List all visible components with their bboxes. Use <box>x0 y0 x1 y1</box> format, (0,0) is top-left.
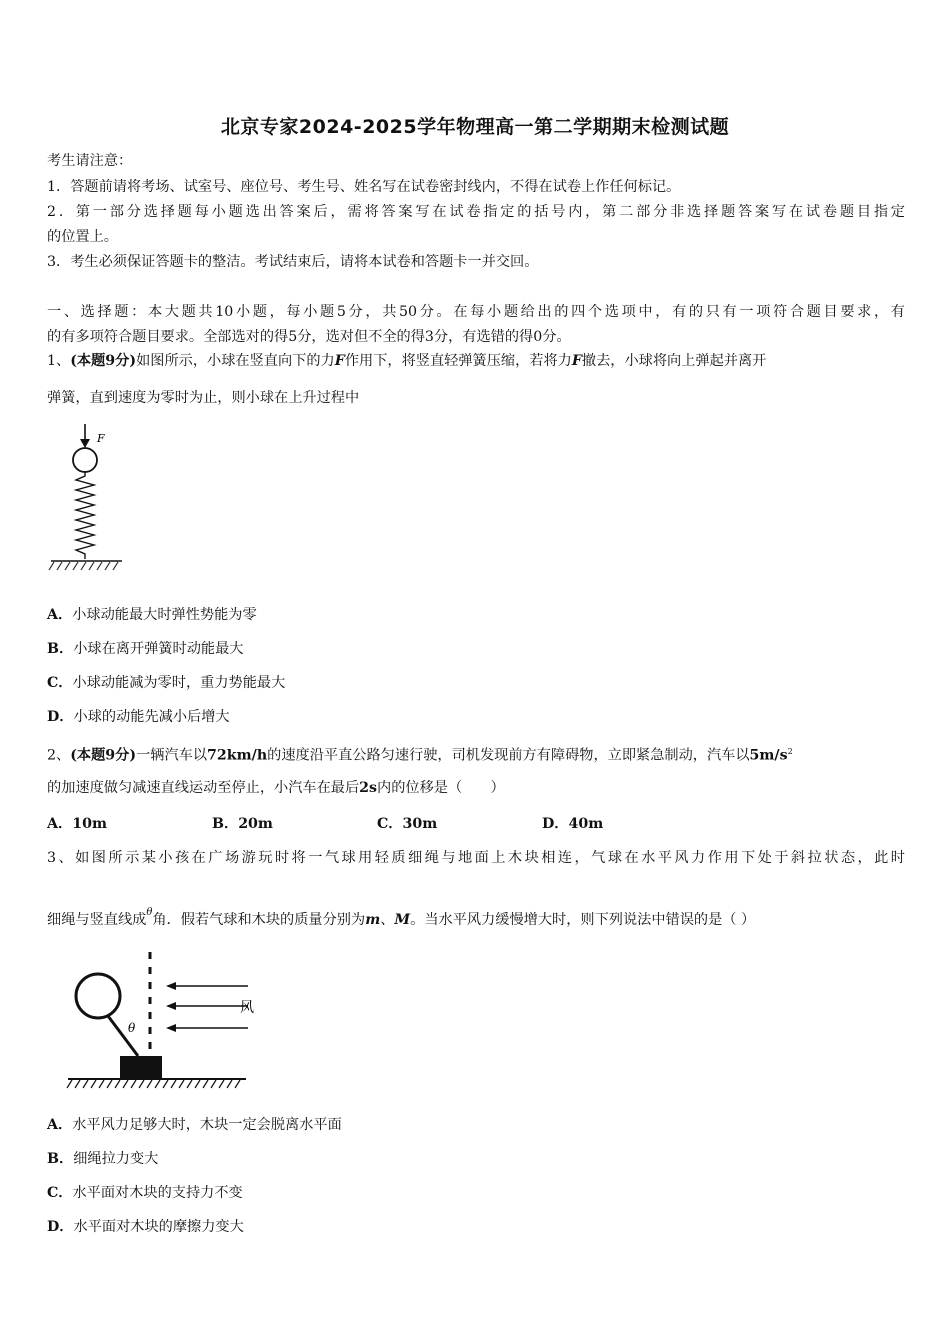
q3-stem-line1 <box>47 849 905 867</box>
q1-option-b-text: 小球在离开弹簧时动能最大 <box>73 641 244 657</box>
q2-time: 2s <box>359 780 377 796</box>
q3-text-1: 如图所示某小孩在广场游玩时将一气球用轻质细绳与地面上木块相连，气球在水平风力作用下处于斜拉状态，此时 <box>75 850 905 866</box>
q2-option-c-text: 30m <box>402 816 438 832</box>
q2-option-d-label: D． <box>542 816 569 832</box>
q3-mass-m: m <box>365 912 381 928</box>
q2-text-2a: 的加速度做匀减速直线运动至停止，小汽车在最后 <box>47 780 360 796</box>
q1-option-d-label: D． <box>47 709 74 725</box>
q1-option-a <box>47 606 257 624</box>
q1-stem-line2: 弹簧，直到速度为零时为止，则小球在上升过程中 <box>47 390 360 406</box>
page-title: 北京专家2024-2025学年物理高一第二学期期末检测试题 <box>220 116 730 138</box>
q1-option-d <box>47 708 230 726</box>
q1-force-symbol: F <box>334 353 345 369</box>
q1-text-b: 作用下，将竖直轻弹簧压缩，若将力 <box>344 353 572 369</box>
q2-option-a-text: 10m <box>72 816 107 832</box>
q1-option-c-text: 小球动能减为零时，重力势能最大 <box>72 675 286 691</box>
q1-figure-label-f: F <box>97 432 105 445</box>
q3-option-a-text: 水平风力足够大时，木块一定会脱离水平面 <box>72 1117 342 1133</box>
q3-option-b-label: B． <box>47 1151 74 1167</box>
q3-text-2a: 细绳与竖直线成 <box>47 912 147 928</box>
q1-option-a-text: 小球动能最大时弹性势能为零 <box>72 607 257 623</box>
q3-option-d-label: D． <box>47 1219 74 1235</box>
q2-option-d-text: 40m <box>568 816 604 832</box>
q1-text-c: 撤去，小球将向上弹起并离开 <box>581 353 767 369</box>
q3-theta: θ <box>146 907 153 918</box>
notice-item-1: 1．答题前请将考场、试室号、座位号、考生号、姓名写在试卷密封线内，不得在试卷上作任何标记。 <box>47 179 681 195</box>
q2-accel: 5m/s <box>749 747 788 764</box>
section-heading-line1: 一、选择题：本大题共10小题，每小题5分，共50分。在每小题给出的四个选项中，有的只有一项符合题目要求，有 <box>47 304 905 320</box>
q2-option-b <box>212 815 273 833</box>
section-heading-line2: 的有多项符合题目要求。全部选对的得5分，选对但不全的得3分，有选错的得0分。 <box>47 329 571 345</box>
notice-heading: 考生请注意： <box>47 153 133 169</box>
q2-stem-line2 <box>47 779 505 797</box>
q2-stem-line1 <box>47 743 793 765</box>
q1-option-c-label: C． <box>47 675 73 691</box>
q1-option-a-label: A． <box>47 607 73 623</box>
q2-text-2b: 内的位移是（ ） <box>377 780 505 796</box>
q1-stem-line1 <box>47 352 766 370</box>
q1-score: (本题9分) <box>70 353 137 369</box>
notice-item-2-cont: 的位置上。 <box>47 229 118 245</box>
q3-option-c <box>47 1184 243 1202</box>
q3-option-c-label: C． <box>47 1185 73 1201</box>
q3-option-a-label: A． <box>47 1117 73 1133</box>
q3-text-2c: 。当水平风力缓慢增大时，则下列说法中错误的是（ ） <box>410 912 756 928</box>
q3-figure-theta: θ <box>128 1021 136 1035</box>
q2-option-c-label: C． <box>377 816 403 832</box>
q3-separator: 、 <box>380 912 395 928</box>
q3-option-d <box>47 1218 244 1236</box>
q2-text-b: 的速度沿平直公路匀速行驶，司机发现前方有障碍物，立即紧急制动，汽车以 <box>267 747 750 764</box>
q2-text-a: 一辆汽车以 <box>136 747 208 764</box>
q2-accel-sup: 2 <box>787 747 793 756</box>
q1-force-symbol-2: F <box>571 353 582 369</box>
q3-option-b-text: 细绳拉力变大 <box>73 1151 159 1167</box>
q2-option-a <box>47 815 107 833</box>
q3-option-d-text: 水平面对木块的摩擦力变大 <box>73 1219 244 1235</box>
q2-option-a-label: A． <box>47 816 73 832</box>
q1-option-b <box>47 640 243 658</box>
q2-option-b-label: B． <box>212 816 239 832</box>
q3-number: 3、 <box>47 850 76 866</box>
q3-text-2b: 角．假若气球和木块的质量分别为 <box>152 912 366 928</box>
q3-mass-M: M <box>394 912 411 928</box>
q2-speed: 72km/h <box>207 747 268 764</box>
q2-option-c <box>377 815 437 833</box>
q2-option-b-text: 20m <box>238 816 273 832</box>
notice-item-2: 2．第一部分选择题每小题选出答案后，需将答案写在试卷指定的括号内，第二部分非选择题答案写在试卷题目指定 <box>47 204 905 220</box>
q3-option-a <box>47 1116 342 1134</box>
q1-option-b-label: B． <box>47 641 74 657</box>
q1-spring-figure <box>46 422 126 574</box>
q1-option-c <box>47 674 285 692</box>
q1-number: 1、 <box>47 353 71 369</box>
q3-figure-wind-label: 风 <box>240 1000 254 1016</box>
q1-option-d-text: 小球的动能先减小后增大 <box>73 709 230 725</box>
q2-option-d <box>542 815 603 833</box>
q2-number: 2、 <box>47 747 71 764</box>
q3-balloon-figure <box>64 948 254 1092</box>
q3-option-b <box>47 1150 158 1168</box>
q1-text-a: 如图所示，小球在竖直向下的力 <box>136 353 335 369</box>
q3-option-c-text: 水平面对木块的支持力不变 <box>72 1185 243 1201</box>
notice-item-3: 3．考生必须保证答题卡的整洁。考试结束后，请将本试卷和答题卡一并交回。 <box>47 254 539 270</box>
q3-stem-line2 <box>47 907 756 931</box>
q2-score: (本题9分) <box>70 747 137 764</box>
